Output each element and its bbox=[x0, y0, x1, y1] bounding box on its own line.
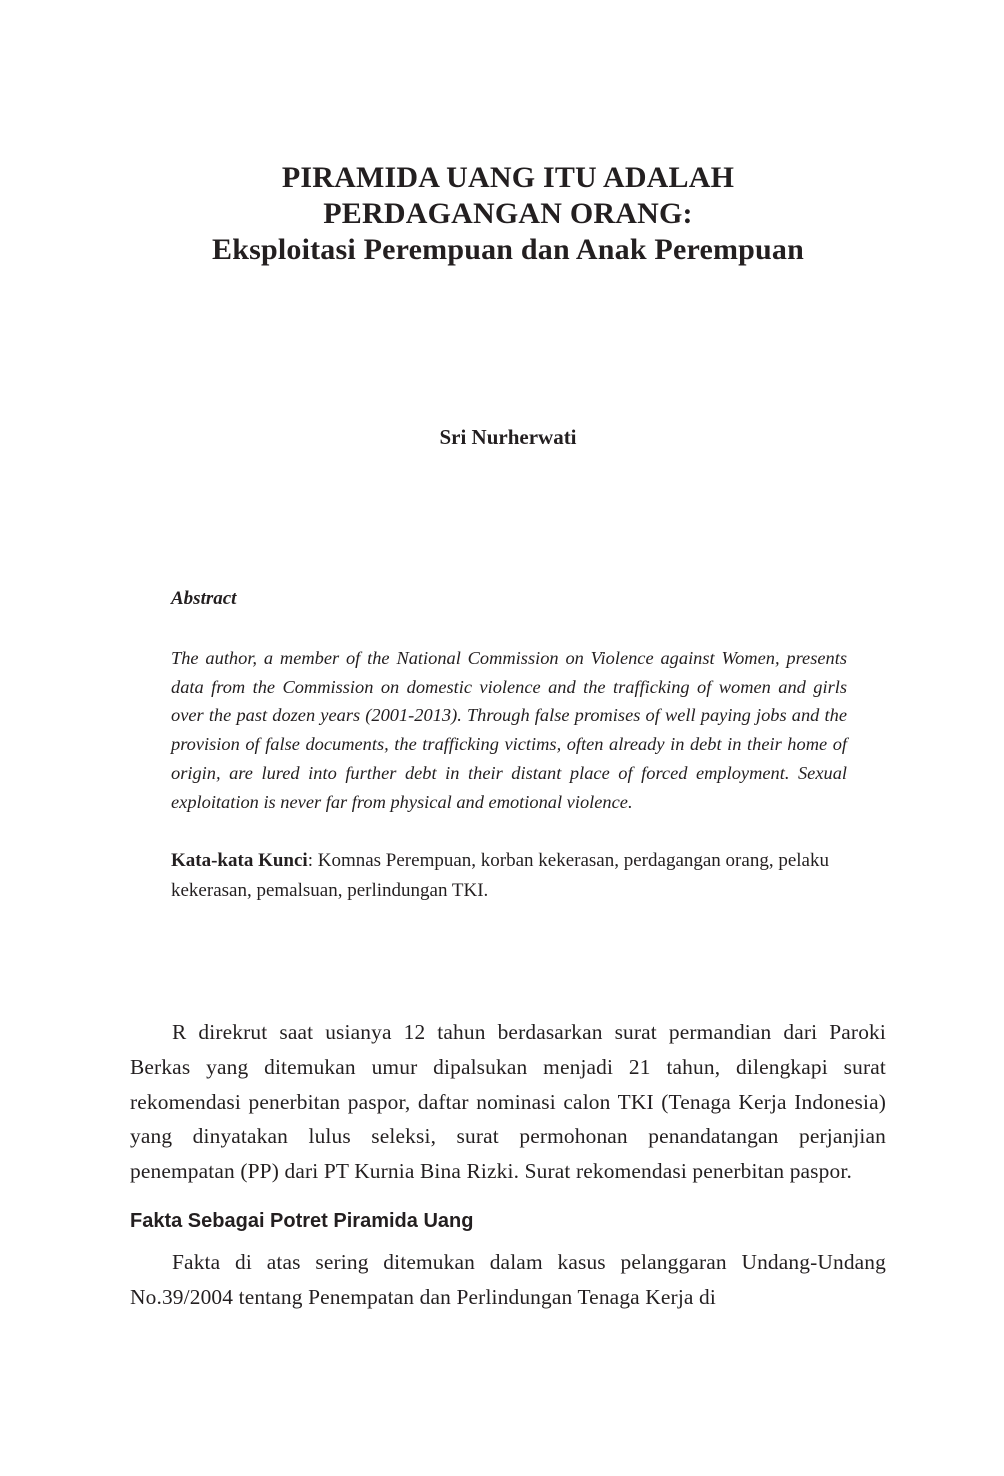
author-name: Sri Nurherwati bbox=[439, 425, 577, 449]
keywords-text: : Komnas Perempuan, korban kekerasan, perdagangan orang, pelaku kekerasan, pemalsuan, perlindungan TKI. bbox=[171, 850, 829, 902]
keywords bbox=[171, 846, 847, 906]
abstract-heading: Abstract bbox=[171, 588, 237, 609]
section-heading: Fakta Sebagai Potret Piramida Uang bbox=[130, 1209, 474, 1232]
article-title bbox=[130, 160, 886, 268]
title-line-1: PIRAMIDA UANG ITU ADALAH bbox=[281, 161, 735, 194]
paragraph: R direkrut saat usianya 12 tahun berdasarkan surat permandian dari Paroki Berkas yang ditemukan umur dipalsukan menjadi 21 tahun, dilengkapi surat rekomendasi penerbitan paspor, daftar nominasi calon TKI (Tenaga Kerja Indonesia) yang dinyatakan lulus seleksi, surat permohonan penandatangan perjanjian penempatan (PP) dari PT Kurnia Bina Rizki. Surat rekomendasi penerbitan paspor. bbox=[130, 1020, 886, 1184]
abstract-body: The author, a member of the National Commission on Violence against Women, presents data from the Commission on domestic violence and the trafficking of women and girls over the past dozen years (2001-2013). Through false promises of well paying jobs and the provision of false documents, the trafficking victims, often already in debt in their home of origin, are lured into further debt in their distant place of forced employment. Sexual exploitation is never far from physical and emotional violence. bbox=[171, 648, 847, 812]
title-line-2: PERDAGANGAN ORANG: bbox=[323, 197, 693, 230]
body-text bbox=[130, 1015, 886, 1315]
keywords-label: Kata-kata Kunci bbox=[171, 850, 308, 872]
title-line-3: Eksploitasi Perempuan dan Anak Perempuan bbox=[211, 233, 805, 266]
abstract-section bbox=[171, 586, 847, 906]
paragraph: Fakta di atas sering ditemukan dalam kasus pelanggaran Undang-Undang No.39/2004 tentang Penempatan dan Perlindungan Tenaga Kerja di bbox=[130, 1249, 886, 1309]
